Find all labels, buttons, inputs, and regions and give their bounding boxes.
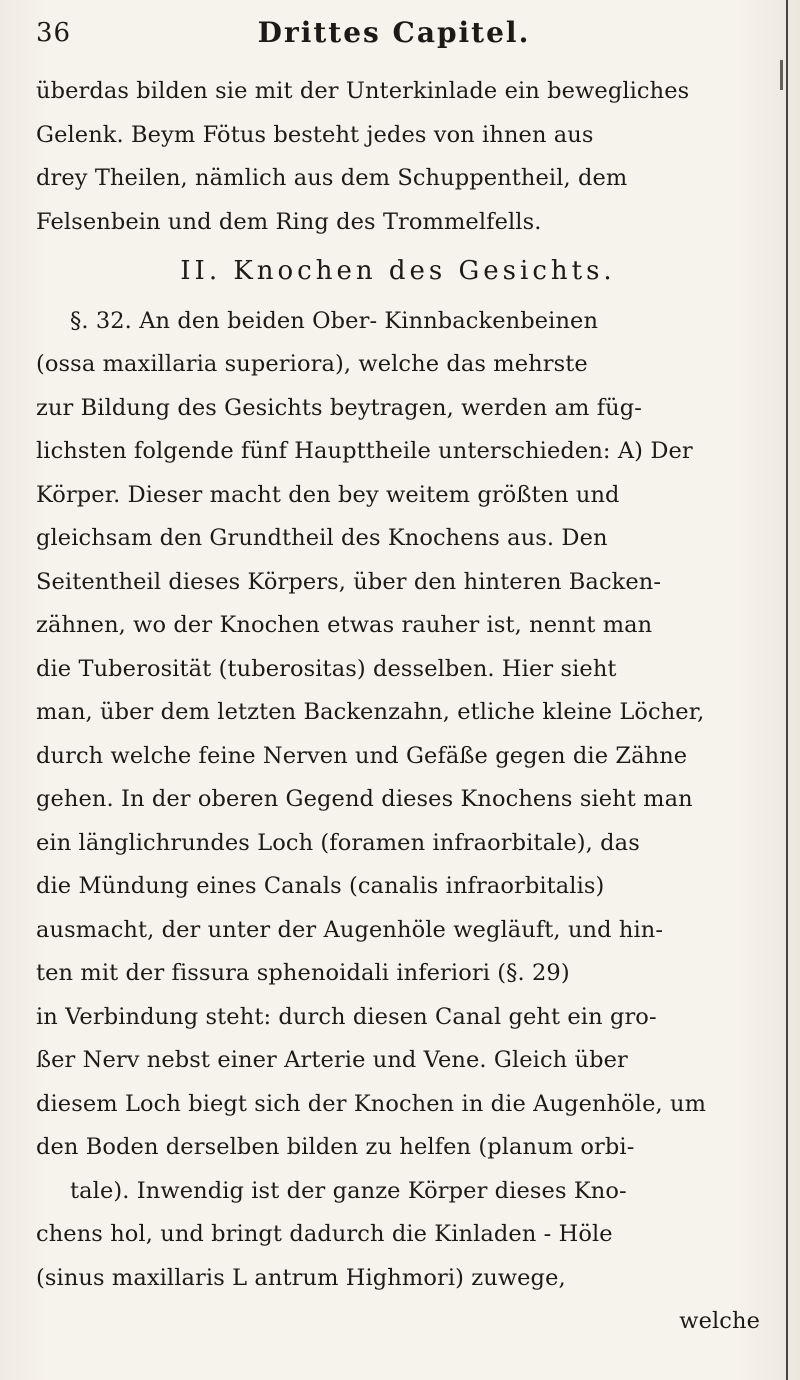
text-line-24: diesem Loch biegt sich der Knochen in die Augenhöle, um [36,1090,707,1117]
text-line-6: §. 32. An den beiden Ober- Kinnbackenbeinen [70,307,599,334]
running-head: Drittes Capitel. [257,16,531,49]
page-edge-line [786,0,788,1380]
text-line-27: chens hol, und bringt dadurch die Kinladen - Höle [36,1221,613,1247]
page-number: 36 [36,18,72,48]
text-line-15: man, über dem letzten Backenzahn, etliche kleine Löcher, [36,699,705,725]
text-line-22: in Verbindung steht: durch diesen Canal geht ein gro- [36,1003,657,1030]
text-line-9: lichsten folgende fünf Haupttheile unterschieden: A) Der [36,438,693,464]
text-line-7: (ossa maxillaria superiora), welche das mehrste [36,351,588,377]
text-line-17: gehen. In der oberen Gegend dieses Knochens sieht man [36,786,693,812]
text-line-23: ßer Nerv nebst einer Arterie und Vene. Gleich über [36,1047,628,1073]
text-line-19: die Mündung eines Canals (canalis infraorbitalis) [36,873,605,899]
text-line-3: drey Theilen, nämlich aus dem Schuppentheil, dem [36,165,628,191]
text-line-13: zähnen, wo der Knochen etwas rauher ist, nennt man [36,612,653,638]
text-line-26: tale). Inwendig ist der ganze Körper dieses Kno- [70,1177,627,1204]
text-line-12: Seitentheil dieses Körpers, über den hinteren Backen- [36,568,662,595]
text-line-16: durch welche feine Nerven und Gefäße gegen die Zähne [36,742,688,769]
text-line-8: zur Bildung des Gesichts beytragen, werden am füg- [36,394,642,421]
section-heading: II. Knochen des Gesichts. [180,256,616,286]
text-line-2: Gelenk. Beym Fötus besteht jedes von ihnen aus [36,121,594,148]
catchword: welche [679,1308,760,1334]
text-line-25: den Boden derselben bilden zu helfen (planum orbi- [36,1134,635,1160]
text-line-14: die Tuberosität (tuberositas) desselben. Hier sieht [36,655,617,682]
text-line-11: gleichsam den Grundtheil des Knochens aus. Den [36,525,608,551]
text-line-10: Körper. Dieser macht den bey weitem größten und [36,481,620,508]
body-text [36,70,760,1344]
text-line-20: ausmacht, der unter der Augenhöle wegläuft, und hin- [36,916,664,943]
text-line-28: (sinus maxillaris L antrum Highmori) zuwege, [36,1264,566,1291]
text-line-18: ein länglichrundes Loch (foramen infraorbitale), das [36,829,640,856]
text-line-4: Felsenbein und dem Ring des Trommelfells. [36,208,542,235]
page-header [36,12,752,56]
text-line-21: ten mit der fissura sphenoidali inferiori (§. 29) [36,960,570,986]
page-edge-mark [780,60,783,90]
text-line-1: überdas bilden sie mit der Unterkinlade ein bewegliches [36,78,690,104]
